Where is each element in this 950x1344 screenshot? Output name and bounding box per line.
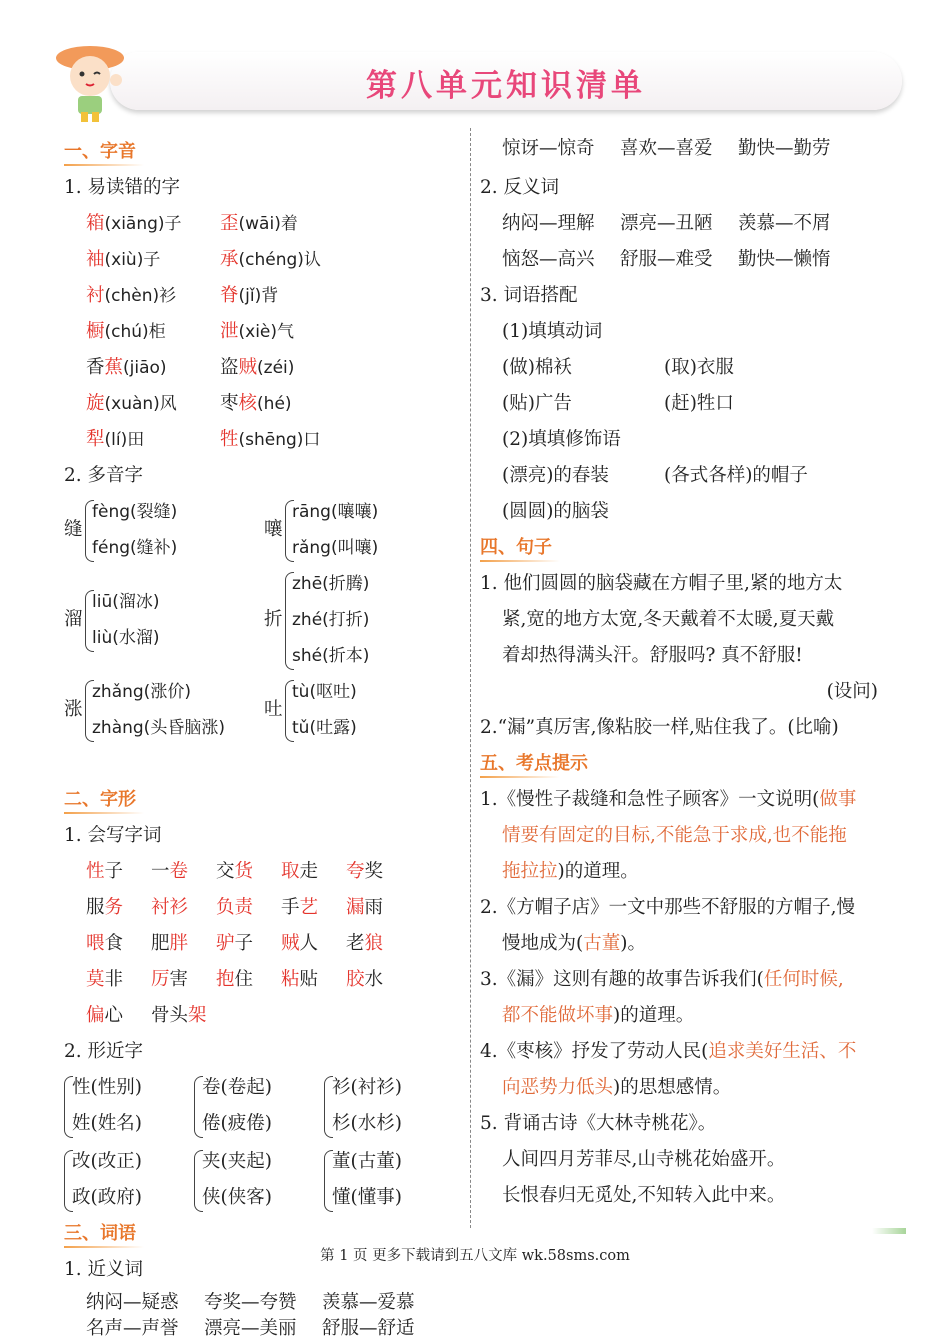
subheading-similar-chars: 2. 形近字: [64, 1041, 144, 1062]
section-heading-sentences: 四、句子: [480, 530, 886, 566]
write-word-item: 驴子: [216, 933, 254, 954]
write-word-item: 肥胖: [151, 933, 189, 954]
verb-row: (做)棉袄 (取)衣服: [502, 357, 734, 378]
column-divider: [470, 128, 471, 1228]
verb-fill-title: (1)填填动词: [502, 321, 603, 342]
write-word-item: 厉害: [151, 969, 189, 990]
write-word-item: 手艺: [281, 897, 319, 918]
easy-misread-item: 箱(xiāng)子: [86, 213, 182, 234]
easy-misread-item: 犁(lí)田: [86, 429, 145, 450]
verb-row: (贴)广告 (赶)牲口: [502, 393, 734, 414]
write-word-item: 贼人: [281, 933, 319, 954]
write-word-item: 性子: [86, 861, 124, 882]
similar-char-pair: 衫(衬衫) 杉(水杉): [324, 1070, 449, 1142]
easy-misread-item: 衬(chèn)衫: [86, 285, 177, 306]
subheading-collocation: 3. 词语搭配: [480, 285, 578, 306]
tip-line: 慢地成为(古董)。: [502, 933, 646, 954]
write-word-item: 老狼: [346, 933, 384, 954]
write-word-item: 夸奖: [346, 861, 384, 882]
write-word-item: 骨头架: [151, 1005, 207, 1026]
subheading-polyphonic: 2. 多音字: [64, 465, 144, 486]
easy-misread-item: 歪(wāi)着: [220, 213, 298, 234]
tip-line: 都不能做坏事)的道理。: [502, 1005, 695, 1026]
section-heading-pronunciation: 一、字音: [64, 134, 460, 170]
subheading-synonyms: 1. 近义词: [64, 1259, 144, 1280]
page-title: 第八单元知识清单: [366, 68, 646, 104]
easy-misread-item: 盗贼(zéi): [220, 357, 295, 378]
subheading-easy-misread: 1. 易读错的字: [64, 177, 181, 198]
modifier-fill-title: (2)填填修饰语: [502, 429, 621, 450]
antonym-row: 恼怒—高兴 舒服—难受 勤快—懒惰: [502, 249, 831, 270]
sentence-line: 2.“漏”真厉害,像粘胶一样,贴住我了。(比喻): [480, 717, 839, 738]
easy-misread-item: 橱(chú)柜: [86, 321, 166, 342]
polyphonic-item: 涨 zhǎng(涨价) zhàng(头昏脑涨): [64, 674, 254, 746]
easy-misread-list: [64, 206, 460, 458]
synonym-row: 纳闷—疑惑 夸奖—夸赞 羡慕—爱慕: [86, 1292, 415, 1313]
sentence-line: 1. 他们圆圆的脑袋藏在方帽子里,紧的地方太: [480, 573, 843, 594]
tip-line: 3.《漏》这则有趣的故事告诉我们(任何时候,: [480, 969, 844, 990]
tip-line: 5. 背诵古诗《大林寺桃花》。: [480, 1113, 717, 1134]
similar-char-pair: 卷(卷起) 倦(疲倦): [194, 1070, 319, 1142]
sentence-tag: (设问): [826, 681, 878, 702]
polyphonic-item: 缝 fèng(裂缝) féng(缝补): [64, 494, 254, 566]
write-word-item: 莫非: [86, 969, 124, 990]
similar-char-pair: 董(古董) 懂(懂事): [324, 1144, 449, 1216]
tip-line: 2.《方帽子店》一文中那些不舒服的方帽子,慢: [480, 897, 856, 918]
easy-misread-item: 承(chéng)认: [220, 249, 321, 270]
easy-misread-item: 旋(xuàn)风: [86, 393, 177, 414]
antonym-row: 纳闷—理解 漂亮—丑陋 羡慕—不屑: [502, 213, 831, 234]
write-word-item: 衬衫: [151, 897, 189, 918]
similar-char-pair: 夹(夹起) 侠(侠客): [194, 1144, 319, 1216]
tip-line: 拖拉拉)的道理。: [502, 861, 639, 882]
synonym-row: 名声—声誉 漂亮—美丽 舒服—舒适: [86, 1318, 415, 1339]
write-word-item: 喂食: [86, 933, 124, 954]
write-word-item: 交货: [216, 861, 254, 882]
polyphonic-item: 折 zhē(折腾) zhé(打折) shé(折本): [264, 566, 454, 674]
write-words-list: [64, 854, 460, 1034]
polyphonic-item: 溜 liū(溜冰) liù(水溜): [64, 584, 254, 656]
corner-decoration: [872, 1228, 906, 1234]
polyphonic-list: [64, 494, 460, 782]
write-word-item: 胶水: [346, 969, 384, 990]
subheading-write-words: 1. 会写字词: [64, 825, 162, 846]
mascot-icon: [50, 46, 140, 124]
easy-misread-item: 袖(xiù)子: [86, 249, 161, 270]
write-word-item: 一卷: [151, 861, 189, 882]
left-column: [64, 134, 460, 1340]
tip-line: 1.《慢性子裁缝和急性子顾客》一文说明(做事: [480, 789, 857, 810]
tip-line: 情要有固定的目标,不能急于求成,也不能拖: [502, 825, 847, 846]
write-word-item: 漏雨: [346, 897, 384, 918]
section-heading-exam-tips: 五、考点提示: [480, 746, 886, 782]
poem-line: 长恨春归无觅处,不知转入此中来。: [502, 1185, 786, 1206]
subheading-antonyms: 2. 反义词: [480, 177, 560, 198]
sentence-line: 紧,宽的地方太宽,冬天戴着不太暖,夏天戴: [502, 609, 835, 630]
write-word-item: 抱住: [216, 969, 254, 990]
sentence-line: 着却热得满头汗。舒服吗? 真不舒服!: [502, 645, 803, 666]
section-heading-glyphs: 二、字形: [64, 782, 460, 818]
tip-line: 向恶势力低头)的思想感情。: [502, 1077, 732, 1098]
easy-misread-item: 泄(xiè)气: [220, 321, 295, 342]
write-word-item: 粘贴: [281, 969, 319, 990]
polyphonic-item: 吐 tù(呕吐) tǔ(吐露): [264, 674, 454, 746]
write-word-item: 取走: [281, 861, 319, 882]
write-word-item: 服务: [86, 897, 124, 918]
polyphonic-item: 嚷 rāng(嚷嚷) rǎng(叫嚷): [264, 494, 454, 566]
similar-char-pair: 性(性别) 姓(姓名): [64, 1070, 189, 1142]
tip-line: 4.《枣核》抒发了劳动人民(追求美好生活、不: [480, 1041, 857, 1062]
write-word-item: 偏心: [86, 1005, 124, 1026]
easy-misread-item: 枣核(hé): [220, 393, 292, 414]
title-banner: [110, 52, 902, 110]
easy-misread-item: 牲(shēng)口: [220, 429, 321, 450]
write-word-item: 负责: [216, 897, 254, 918]
page-footer: 第 1 页 更多下载请到五八文库 wk.58sms.com: [320, 1248, 630, 1264]
synonym-row: 惊讶—惊奇 喜欢—喜爱 勤快—勤劳: [502, 138, 831, 159]
modifier-row: (圆圆)的脑袋: [502, 501, 609, 522]
right-column: [480, 134, 886, 1214]
easy-misread-item: 脊(jǐ)背: [220, 285, 279, 306]
similar-chars-list: [64, 1070, 460, 1216]
easy-misread-item: 香蕉(jiāo): [86, 357, 167, 378]
modifier-row: (漂亮)的春装 (各式各样)的帽子: [502, 465, 808, 486]
poem-line: 人间四月芳菲尽,山寺桃花始盛开。: [502, 1149, 786, 1170]
section-heading-vocabulary: 三、词语: [64, 1216, 460, 1252]
similar-char-pair: 改(改正) 政(政府): [64, 1144, 189, 1216]
